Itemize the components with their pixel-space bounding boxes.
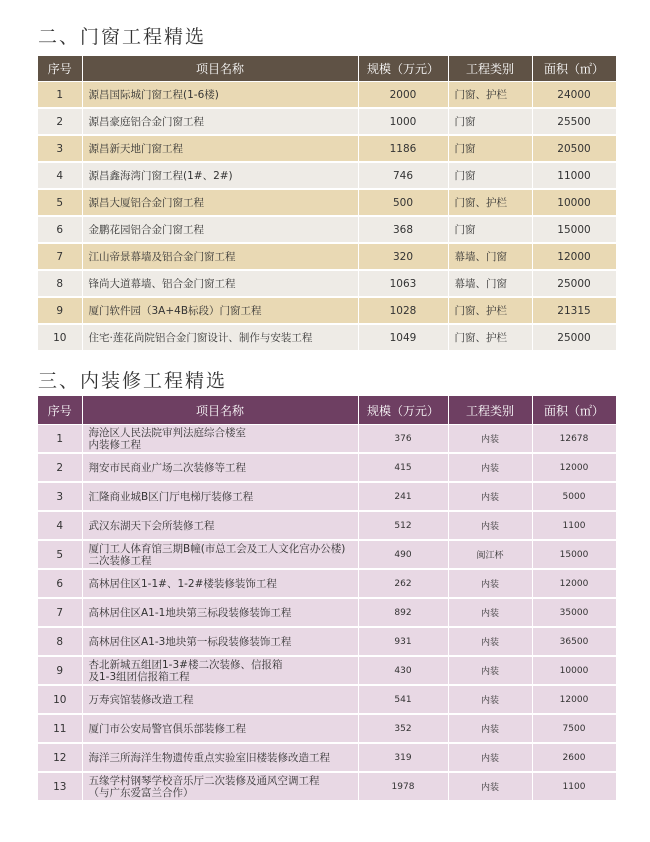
row-name xyxy=(82,540,358,569)
row-name: 源昌新天地门窗工程 xyxy=(82,135,358,162)
table-header-row xyxy=(38,396,616,425)
row-no: 3 xyxy=(38,482,82,511)
row-no: 8 xyxy=(38,627,82,656)
row-type: 内装 xyxy=(448,425,532,454)
row-scale: 541 xyxy=(358,685,448,714)
row-area: 36500 xyxy=(532,627,616,656)
row-type: 门窗 xyxy=(448,135,532,162)
table-row xyxy=(38,189,616,216)
row-name-line: 高林居住区A1-3地块第一标段装修装饰工程 xyxy=(88,635,292,648)
row-scale: 320 xyxy=(358,243,448,270)
table-row xyxy=(38,82,616,109)
row-name-line: 万寿宾馆装修改造工程 xyxy=(88,693,194,706)
row-no: 1 xyxy=(38,82,82,109)
row-area: 24000 xyxy=(532,82,616,109)
table-row xyxy=(38,216,616,243)
row-name: 厦门软件园（3A+4B标段）门窗工程 xyxy=(82,297,358,324)
header-scale: 规模（万元） xyxy=(358,56,448,82)
row-type: 内装 xyxy=(448,511,532,540)
table-row xyxy=(38,243,616,270)
row-name: 江山帝景幕墙及铝合金门窗工程 xyxy=(82,243,358,270)
table-row xyxy=(38,162,616,189)
row-name xyxy=(82,511,358,540)
table-row xyxy=(38,270,616,297)
table-row xyxy=(38,135,616,162)
row-name xyxy=(82,627,358,656)
row-type: 内装 xyxy=(448,743,532,772)
row-area: 1100 xyxy=(532,511,616,540)
row-no: 2 xyxy=(38,453,82,482)
row-area: 12678 xyxy=(532,425,616,454)
row-no: 10 xyxy=(38,324,82,351)
row-no: 2 xyxy=(38,108,82,135)
row-name xyxy=(82,598,358,627)
row-name-line: 厦门市公安局警官俱乐部装修工程 xyxy=(88,722,246,735)
row-type: 幕墙、门窗 xyxy=(448,270,532,297)
header-name: 项目名称 xyxy=(82,56,358,82)
row-type: 闽江杯 xyxy=(448,540,532,569)
row-scale: 500 xyxy=(358,189,448,216)
row-no: 3 xyxy=(38,135,82,162)
row-type: 内装 xyxy=(448,714,532,743)
table-row xyxy=(38,627,616,656)
row-no: 12 xyxy=(38,743,82,772)
row-name xyxy=(82,482,358,511)
table-row xyxy=(38,425,616,454)
row-scale: 746 xyxy=(358,162,448,189)
row-type: 门窗、护栏 xyxy=(448,189,532,216)
row-scale: 1186 xyxy=(358,135,448,162)
row-type: 内装 xyxy=(448,772,532,801)
header-no: 序号 xyxy=(38,396,82,425)
row-no: 10 xyxy=(38,685,82,714)
doors-windows-table xyxy=(38,56,617,352)
row-area: 1100 xyxy=(532,772,616,801)
row-no: 7 xyxy=(38,598,82,627)
row-type: 内装 xyxy=(448,656,532,685)
table-row xyxy=(38,540,616,569)
row-area: 35000 xyxy=(532,598,616,627)
row-name xyxy=(82,714,358,743)
row-name-line: 杏北新城五组团1-3#楼二次装修、信报箱 xyxy=(88,658,283,671)
row-scale: 368 xyxy=(358,216,448,243)
row-type: 门窗 xyxy=(448,216,532,243)
row-scale: 1000 xyxy=(358,108,448,135)
table-row xyxy=(38,772,616,801)
table-row xyxy=(38,656,616,685)
row-no: 7 xyxy=(38,243,82,270)
row-type: 门窗、护栏 xyxy=(448,297,532,324)
header-area: 面积（㎡） xyxy=(532,56,616,82)
row-name-line: 武汉东湖天下会所装修工程 xyxy=(88,519,215,532)
row-scale: 319 xyxy=(358,743,448,772)
row-scale: 430 xyxy=(358,656,448,685)
row-type: 内装 xyxy=(448,482,532,511)
row-no: 8 xyxy=(38,270,82,297)
row-scale: 241 xyxy=(358,482,448,511)
row-no: 11 xyxy=(38,714,82,743)
row-type: 内装 xyxy=(448,627,532,656)
row-name-line: 五缘学村钢琴学校音乐厅二次装修及通风空调工程 xyxy=(88,774,320,787)
row-name-line: 及1-3组团信报箱工程 xyxy=(88,670,190,683)
row-area: 25000 xyxy=(532,324,616,351)
row-name xyxy=(82,772,358,801)
row-no: 4 xyxy=(38,162,82,189)
row-area: 12000 xyxy=(532,569,616,598)
row-type: 门窗 xyxy=(448,162,532,189)
row-scale: 262 xyxy=(358,569,448,598)
row-name-line: 翔安市民商业广场二次装修等工程 xyxy=(88,461,246,474)
row-no: 6 xyxy=(38,569,82,598)
row-name xyxy=(82,685,358,714)
row-no: 9 xyxy=(38,656,82,685)
table-row xyxy=(38,569,616,598)
row-name xyxy=(82,569,358,598)
row-area: 2600 xyxy=(532,743,616,772)
row-type: 门窗、护栏 xyxy=(448,82,532,109)
row-name: 源昌国际城门窗工程(1-6楼) xyxy=(82,82,358,109)
row-name: 金鹏花园铝合金门窗工程 xyxy=(82,216,358,243)
row-name: 锋尚大道幕墙、铝合金门窗工程 xyxy=(82,270,358,297)
header-scale: 规模（万元） xyxy=(358,396,448,425)
header-name: 项目名称 xyxy=(82,396,358,425)
row-area: 12000 xyxy=(532,453,616,482)
row-name-line: 高林居住区A1-1地块第三标段装修装饰工程 xyxy=(88,606,292,619)
row-type: 门窗、护栏 xyxy=(448,324,532,351)
row-no: 5 xyxy=(38,540,82,569)
row-name-line: 汇隆商业城B区门厅电梯厅装修工程 xyxy=(88,490,254,503)
row-scale: 376 xyxy=(358,425,448,454)
row-area: 15000 xyxy=(532,216,616,243)
row-name-line: 海洋三所海洋生物遗传重点实验室旧楼装修改造工程 xyxy=(88,751,330,764)
row-name xyxy=(82,425,358,454)
row-area: 20500 xyxy=(532,135,616,162)
table-row xyxy=(38,108,616,135)
table-row xyxy=(38,482,616,511)
row-name xyxy=(82,743,358,772)
row-area: 10000 xyxy=(532,189,616,216)
row-name: 源昌大厦铝合金门窗工程 xyxy=(82,189,358,216)
interior-table xyxy=(38,396,617,802)
row-no: 13 xyxy=(38,772,82,801)
row-name: 源昌鑫海湾门窗工程(1#、2#) xyxy=(82,162,358,189)
table-row xyxy=(38,685,616,714)
table-header-row xyxy=(38,56,616,82)
row-area: 15000 xyxy=(532,540,616,569)
row-type: 内装 xyxy=(448,569,532,598)
row-scale: 2000 xyxy=(358,82,448,109)
row-scale: 1049 xyxy=(358,324,448,351)
row-name xyxy=(82,656,358,685)
row-area: 10000 xyxy=(532,656,616,685)
row-area: 12000 xyxy=(532,243,616,270)
row-scale: 512 xyxy=(358,511,448,540)
row-name-line: （与广东爱富兰合作） xyxy=(88,786,194,799)
section-title-interior: 三、内装修工程精选 xyxy=(38,370,228,392)
row-scale: 352 xyxy=(358,714,448,743)
row-type: 内装 xyxy=(448,685,532,714)
row-scale: 490 xyxy=(358,540,448,569)
row-scale: 1028 xyxy=(358,297,448,324)
table-row xyxy=(38,598,616,627)
row-scale: 931 xyxy=(358,627,448,656)
row-name xyxy=(82,453,358,482)
row-name-line: 高林居住区1-1#、1-2#楼装修装饰工程 xyxy=(88,577,277,590)
header-type: 工程类别 xyxy=(448,56,532,82)
row-type: 门窗 xyxy=(448,108,532,135)
header-area: 面积（㎡） xyxy=(532,396,616,425)
table-row xyxy=(38,297,616,324)
row-type: 幕墙、门窗 xyxy=(448,243,532,270)
table-row xyxy=(38,324,616,351)
table-row xyxy=(38,453,616,482)
row-area: 21315 xyxy=(532,297,616,324)
section-title-doors-windows: 二、门窗工程精选 xyxy=(38,26,207,48)
header-no: 序号 xyxy=(38,56,82,82)
table-row xyxy=(38,714,616,743)
row-name: 源昌豪庭铝合金门窗工程 xyxy=(82,108,358,135)
table-row xyxy=(38,743,616,772)
row-no: 5 xyxy=(38,189,82,216)
row-scale: 1063 xyxy=(358,270,448,297)
row-name-line: 厦门工人体育馆三期B幢(市总工会及工人文化宫办公楼) xyxy=(88,542,346,555)
row-scale: 1978 xyxy=(358,772,448,801)
row-area: 12000 xyxy=(532,685,616,714)
row-name: 住宅·莲花尚院铝合金门窗设计、制作与安装工程 xyxy=(82,324,358,351)
row-scale: 892 xyxy=(358,598,448,627)
row-area: 5000 xyxy=(532,482,616,511)
row-scale: 415 xyxy=(358,453,448,482)
row-name-line: 海沧区人民法院审判法庭综合楼室 xyxy=(88,426,246,439)
row-area: 25000 xyxy=(532,270,616,297)
row-no: 1 xyxy=(38,425,82,454)
row-name-line: 二次装修工程 xyxy=(88,554,152,567)
row-name-line: 内装修工程 xyxy=(88,438,141,451)
row-area: 11000 xyxy=(532,162,616,189)
row-no: 4 xyxy=(38,511,82,540)
row-area: 7500 xyxy=(532,714,616,743)
row-no: 9 xyxy=(38,297,82,324)
row-type: 内装 xyxy=(448,453,532,482)
row-no: 6 xyxy=(38,216,82,243)
table-row xyxy=(38,511,616,540)
header-type: 工程类别 xyxy=(448,396,532,425)
row-type: 内装 xyxy=(448,598,532,627)
row-area: 25500 xyxy=(532,108,616,135)
